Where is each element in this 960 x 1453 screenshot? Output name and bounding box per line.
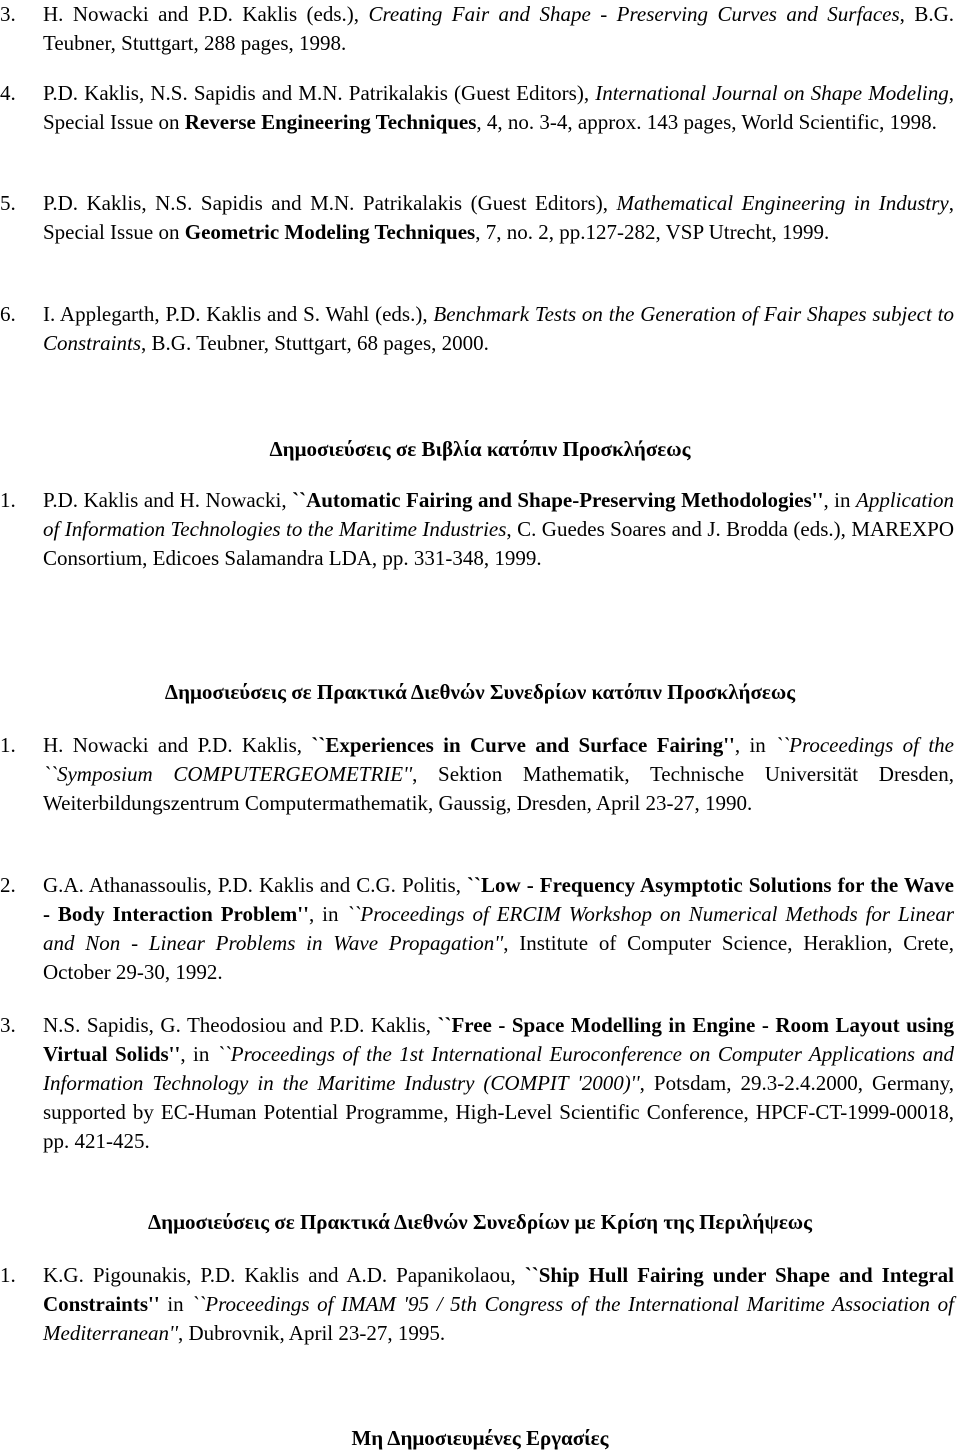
- reference-title: ``Ship Hull Fairing under Shape and Integral Constraints'': [43, 1263, 954, 1316]
- reference-title: Benchmark Tests on the Generation of Fair Shapes subject to Constraints: [43, 302, 954, 355]
- reference-title: ``Free - Space Modelling in Engine - Room Layout using Virtual Solids'': [43, 1013, 954, 1066]
- reference-item: [0, 1011, 954, 1156]
- reference-authors: H. Nowacki and P.D. Kaklis,: [43, 733, 312, 757]
- reference-journal: International Journal on Shape Modeling: [595, 81, 949, 105]
- reference-title: ``Low - Frequency Asymptotic Solutions for the Wave - Body Interaction Problem'': [43, 873, 954, 926]
- reference-details: , Dubrovnik, April 23-27, 1995.: [177, 1321, 446, 1345]
- reference-item: [0, 486, 954, 573]
- reference-proceedings: ``Proceedings of IMAM '95 / 5th Congress of the International Maritime Association of Mediterranean'': [43, 1292, 954, 1345]
- reference-proceedings: ``Proceedings of the ``Symposium COMPUTERGEOMETRIE'': [43, 733, 955, 786]
- reference-text: [43, 300, 954, 358]
- reference-number: 2.: [0, 873, 16, 897]
- reference-text: [43, 871, 954, 987]
- section-heading-invited-conferences: Δημοσιεύσεις σε Πρακτικά Διεθνών Συνεδρίων κατόπιν Προσκλήσεως: [164, 680, 796, 704]
- reference-connector: , in: [734, 733, 776, 757]
- reference-title: ``Automatic Fairing and Shape-Preserving Methodologies'': [292, 488, 824, 512]
- reference-authors: I. Applegarth, P.D. Kaklis and S. Wahl (eds.),: [43, 302, 434, 326]
- reference-number: 3.: [0, 1013, 16, 1037]
- reference-connector: , Special Issue on: [43, 81, 954, 134]
- reference-book: Application of Information Technologies to the Maritime Industries: [43, 488, 954, 541]
- reference-connector: in: [159, 1292, 192, 1316]
- reference-text: [43, 189, 954, 247]
- reference-item: [0, 79, 954, 137]
- reference-journal: Mathematical Engineering in Industry: [616, 191, 949, 215]
- reference-item: [0, 1261, 954, 1348]
- reference-details: , Institute of Computer Science, Heraklion, Crete, October 29-30, 1992.: [43, 931, 954, 984]
- reference-text: [43, 79, 954, 137]
- reference-item: [0, 731, 954, 818]
- reference-text: [43, 1011, 954, 1156]
- reference-authors: G.A. Athanassoulis, P.D. Kaklis and C.G. Politis,: [43, 873, 468, 897]
- reference-details: , Sektion Mathematik, Technische Universität Dresden, Weiterbildungszentrum Computermathematik, Gaussig, Dresden, April 23-27, 1990.: [43, 762, 954, 815]
- reference-title: Reverse Engineering Techniques: [184, 110, 477, 134]
- reference-number: 1.: [0, 1263, 16, 1287]
- section-heading-invited-books: Δημοσιεύσεις σε Βιβλία κατόπιν Προσκλήσεως: [269, 437, 691, 461]
- reference-details: , B.G. Teubner, Stuttgart, 288 pages, 1998.: [43, 2, 954, 55]
- reference-details: , 4, no. 3-4, approx. 143 pages, World Scientific, 1998.: [476, 110, 937, 134]
- reference-details: , 7, no. 2, pp.127-282, VSP Utrecht, 1999.: [475, 220, 830, 244]
- reference-number: 6.: [0, 302, 16, 326]
- reference-proceedings: ``Proceedings of the 1st International Euroconference on Computer Applications and Information Technology in the Maritime Industry (COMPIT '2000)'': [43, 1042, 954, 1095]
- reference-number: 3.: [0, 2, 16, 26]
- reference-authors: H. Nowacki and P.D. Kaklis (eds.),: [43, 2, 369, 26]
- reference-item: [0, 300, 954, 358]
- reference-details: , B.G. Teubner, Stuttgart, 68 pages, 2000.: [141, 331, 489, 355]
- section-heading-reviewed-conferences: Δημοσιεύσεις σε Πρακτικά Διεθνών Συνεδρίων με Κρίση της Περιλήψεως: [147, 1210, 812, 1234]
- reference-authors: P.D. Kaklis and H. Nowacki,: [43, 488, 293, 512]
- reference-number: 5.: [0, 191, 16, 215]
- reference-text: [43, 1261, 954, 1348]
- reference-title: Creating Fair and Shape - Preserving Curves and Surfaces: [368, 2, 900, 26]
- reference-title: ``Experiences in Curve and Surface Fairing'': [311, 733, 735, 757]
- reference-authors: N.S. Sapidis, G. Theodosiou and P.D. Kaklis,: [43, 1013, 438, 1037]
- reference-authors: P.D. Kaklis, N.S. Sapidis and M.N. Patrikalakis (Guest Editors),: [43, 191, 617, 215]
- reference-details: , C. Guedes Soares and J. Brodda (eds.), MAREXPO Consortium, Edicoes Salamandra LDA, pp. 331-348, 1999.: [43, 517, 955, 570]
- reference-details: , Potsdam, 29.3-2.4.2000, Germany, supported by EC-Human Potential Programme, High-Level Scientific Conference, HPCF-CT-1999-00018, pp. 421-425.: [43, 1071, 954, 1153]
- reference-proceedings: ``Proceedings of ERCIM Workshop on Numerical Methods for Linear and Non - Linear Problems in Wave Propagation'': [43, 902, 955, 955]
- section-heading-unpublished: Μη Δημοσιευμένες Εργασίες: [351, 1426, 609, 1450]
- reference-number: 4.: [0, 81, 16, 105]
- reference-text: [43, 731, 954, 818]
- reference-item: [0, 0, 954, 58]
- reference-text: [43, 0, 954, 58]
- reference-connector: , in: [308, 902, 347, 926]
- reference-item: [0, 871, 954, 987]
- reference-connector: , Special Issue on: [43, 191, 954, 244]
- reference-connector: , in: [823, 488, 856, 512]
- reference-number: 1.: [0, 488, 16, 512]
- reference-number: 1.: [0, 733, 16, 757]
- reference-connector: , in: [180, 1042, 217, 1066]
- reference-title: Geometric Modeling Techniques: [184, 220, 476, 244]
- reference-authors: K.G. Pigounakis, P.D. Kaklis and A.D. Papanikolaou,: [43, 1263, 525, 1287]
- reference-text: [43, 486, 954, 573]
- reference-authors: P.D. Kaklis, N.S. Sapidis and M.N. Patrikalakis (Guest Editors),: [43, 81, 596, 105]
- reference-item: [0, 189, 954, 247]
